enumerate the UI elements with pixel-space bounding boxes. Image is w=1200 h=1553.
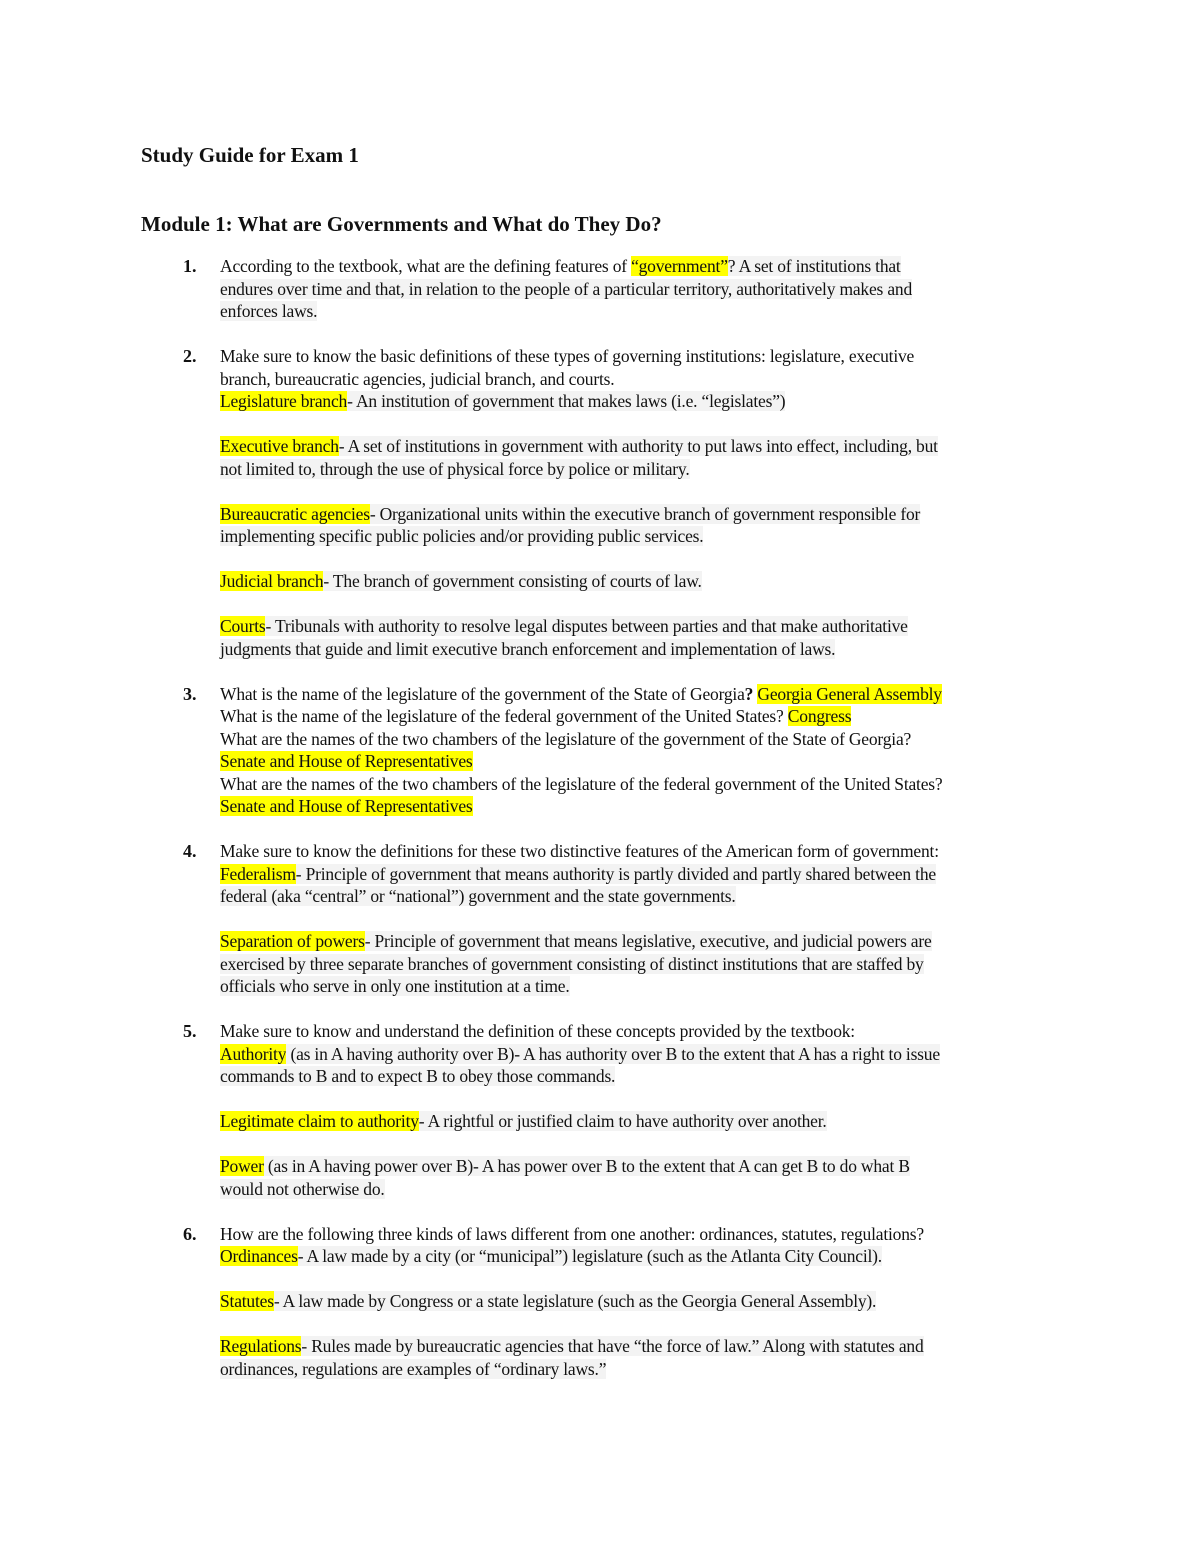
text-line	[220, 773, 1200, 796]
answer-text: judgments that guide and limit executive branch enforcement and implementation of laws.	[220, 638, 836, 659]
question-text: What are the names of the two chambers of the legislature of the federal government of the United States?	[220, 773, 943, 794]
answer-text: - A law made by a city (or “municipal”) legislature (such as the Atlanta City Council).	[297, 1246, 882, 1266]
text-line	[220, 885, 1200, 908]
text-line	[220, 863, 1200, 886]
text-line	[220, 570, 1200, 593]
text-line	[220, 840, 1200, 863]
paragraph	[220, 345, 1200, 413]
answer-text: - A rightful or justified claim to have authority over another.	[418, 1111, 827, 1131]
text-line	[220, 255, 1200, 278]
answer-text: - A set of institutions in government with authority to put laws into effect, including, but	[338, 436, 938, 456]
text-line	[220, 300, 1200, 323]
highlighted-term: Legitimate claim to authority	[220, 1111, 419, 1131]
text-line	[220, 728, 1200, 751]
text-line	[220, 1358, 1200, 1381]
text-line	[220, 503, 1200, 526]
highlighted-term: Ordinances	[220, 1246, 298, 1266]
text-line	[220, 795, 1200, 818]
question-item	[0, 1020, 1200, 1200]
paragraph	[220, 683, 1200, 818]
answer-text: ordinances, regulations are examples of “ordinary laws.”	[220, 1358, 607, 1379]
answer-text: - Principle of government that means authority is partly divided and partly shared between the	[295, 863, 936, 884]
answer-text: implementing specific public policies and/or providing public services.	[220, 526, 704, 546]
paragraph	[220, 1155, 1200, 1200]
text-line	[220, 1223, 1200, 1246]
highlighted-term: “government”	[631, 256, 728, 276]
text-line	[220, 1290, 1200, 1313]
paragraph	[220, 1223, 1200, 1268]
highlighted-term: Senate and House of Representatives	[220, 796, 473, 816]
question-number: 3.	[183, 683, 197, 704]
answer-text: ? A set of institutions that	[727, 256, 901, 276]
text-line	[220, 615, 1200, 638]
answer-text: (as in A having power over B)- A has power over B to the extent that A can get B to do what B	[263, 1156, 910, 1176]
highlighted-term: Separation of powers	[220, 931, 365, 951]
paragraph	[220, 1290, 1200, 1313]
question-number: 2.	[183, 346, 197, 366]
paragraph	[220, 1110, 1200, 1133]
highlighted-term: Statutes	[220, 1291, 274, 1311]
highlighted-term: Authority	[220, 1043, 287, 1064]
answer-text: endures over time and that, in relation to the people of a particular territory, authoritatively makes and	[220, 278, 912, 299]
answer-text: would not otherwise do.	[220, 1178, 385, 1199]
text-line	[220, 1065, 1200, 1088]
paragraph	[220, 1020, 1200, 1088]
question-item	[0, 255, 1200, 323]
text-line	[220, 1020, 1200, 1043]
text-line	[220, 750, 1200, 773]
question-text: What is the name of the legislature of the government of the State of Georgia	[220, 683, 745, 704]
highlighted-term: Congress	[787, 706, 852, 726]
highlighted-term: Bureaucratic agencies	[220, 503, 370, 524]
answer-text: enforces laws.	[220, 301, 318, 321]
paragraph	[220, 930, 1200, 998]
text-line	[220, 1110, 1200, 1133]
paragraph	[220, 255, 1200, 323]
question-text: According to the textbook, what are the defining features of	[220, 256, 632, 276]
question-text: How are the following three kinds of laws different from one another: ordinances, statutes, regulations?	[220, 1223, 924, 1244]
answer-text: - An institution of government that makes laws (i.e. “legislates”)	[347, 391, 786, 411]
paragraph	[220, 840, 1200, 908]
text-line	[220, 683, 1200, 706]
question-text: branch, bureaucratic agencies, judicial branch, and courts.	[220, 368, 615, 389]
paragraph	[220, 435, 1200, 480]
text-line	[220, 1335, 1200, 1358]
answer-text: - Rules made by bureaucratic agencies that have “the force of law.” Along with statutes and	[301, 1336, 924, 1356]
text-line	[220, 390, 1200, 413]
answer-text: not limited to, through the use of physical force by police or military.	[220, 458, 690, 479]
text-line	[220, 705, 1200, 728]
highlighted-term: Legislature branch	[220, 391, 348, 411]
answer-text: officials who serve in only one institution at a time.	[220, 976, 570, 996]
paragraph	[220, 503, 1200, 548]
question-text: Make sure to know the definitions for these two distinctive features of the American form of government:	[220, 841, 939, 861]
answer-text: (as in A having authority over B)- A has authority over B to the extent that A has a right to issue	[286, 1043, 940, 1064]
text-line	[220, 1155, 1200, 1178]
question-text: What is the name of the legislature of the federal government of the United States?	[220, 706, 788, 726]
highlighted-term: Georgia General Assembly	[757, 683, 942, 704]
answer-text: federal (aka “central” or “national”) government and the state governments.	[220, 886, 736, 906]
question-list	[0, 255, 1200, 1403]
text-line	[220, 435, 1200, 458]
question-item	[0, 683, 1200, 818]
text-line	[220, 1178, 1200, 1201]
question-text: Make sure to know and understand the definition of these concepts provided by the textbook:	[220, 1021, 855, 1041]
text-line	[220, 975, 1200, 998]
highlighted-term: Judicial branch	[220, 571, 324, 591]
question-item	[0, 840, 1200, 998]
question-text: What are the names of the two chambers of the legislature of the government of the State of Georgia?	[220, 728, 912, 749]
question-number: 5.	[183, 1021, 197, 1041]
text-line	[220, 1245, 1200, 1268]
answer-text: - The branch of government consisting of courts of law.	[323, 571, 702, 591]
bold-text: ?	[744, 683, 754, 704]
question-number: 4.	[183, 841, 197, 861]
text-line	[220, 278, 1200, 301]
highlighted-term: Executive branch	[220, 436, 339, 456]
text-line	[220, 345, 1200, 368]
highlighted-term: Federalism	[220, 863, 296, 884]
text-line	[220, 525, 1200, 548]
answer-text: - Organizational units within the executive branch of government responsible for	[369, 503, 921, 524]
answer-text: - Principle of government that means legislative, executive, and judicial powers are	[364, 931, 932, 951]
text-line	[220, 1043, 1200, 1066]
text-line	[220, 930, 1200, 953]
module-heading: Module 1: What are Governments and What do They Do?	[141, 212, 662, 236]
paragraph	[220, 615, 1200, 660]
question-text: Make sure to know the basic definitions of these types of governing institutions: legislature, executive	[220, 346, 915, 366]
answer-text: - Tribunals with authority to resolve legal disputes between parties and that make authoritative	[265, 616, 908, 636]
paragraph	[220, 570, 1200, 593]
text-line	[220, 953, 1200, 976]
text-line	[220, 458, 1200, 481]
highlighted-term: Courts	[220, 616, 266, 636]
question-number: 1.	[183, 256, 197, 276]
question-item	[0, 345, 1200, 660]
question-item	[0, 1223, 1200, 1381]
answer-text: commands to B and to expect B to obey those commands.	[220, 1066, 616, 1086]
highlighted-term: Power	[220, 1156, 264, 1176]
answer-text: exercised by three separate branches of government consisting of distinct institutions that are staffed by	[220, 953, 924, 974]
document-title: Study Guide for Exam 1	[141, 143, 359, 167]
text-line	[220, 638, 1200, 661]
answer-text: - A law made by Congress or a state legislature (such as the Georgia General Assembly).	[273, 1291, 877, 1311]
paragraph	[220, 1335, 1200, 1380]
highlighted-term: Regulations	[220, 1336, 302, 1356]
highlighted-term: Senate and House of Representatives	[220, 751, 473, 771]
text-line	[220, 368, 1200, 391]
question-number: 6.	[183, 1223, 197, 1244]
